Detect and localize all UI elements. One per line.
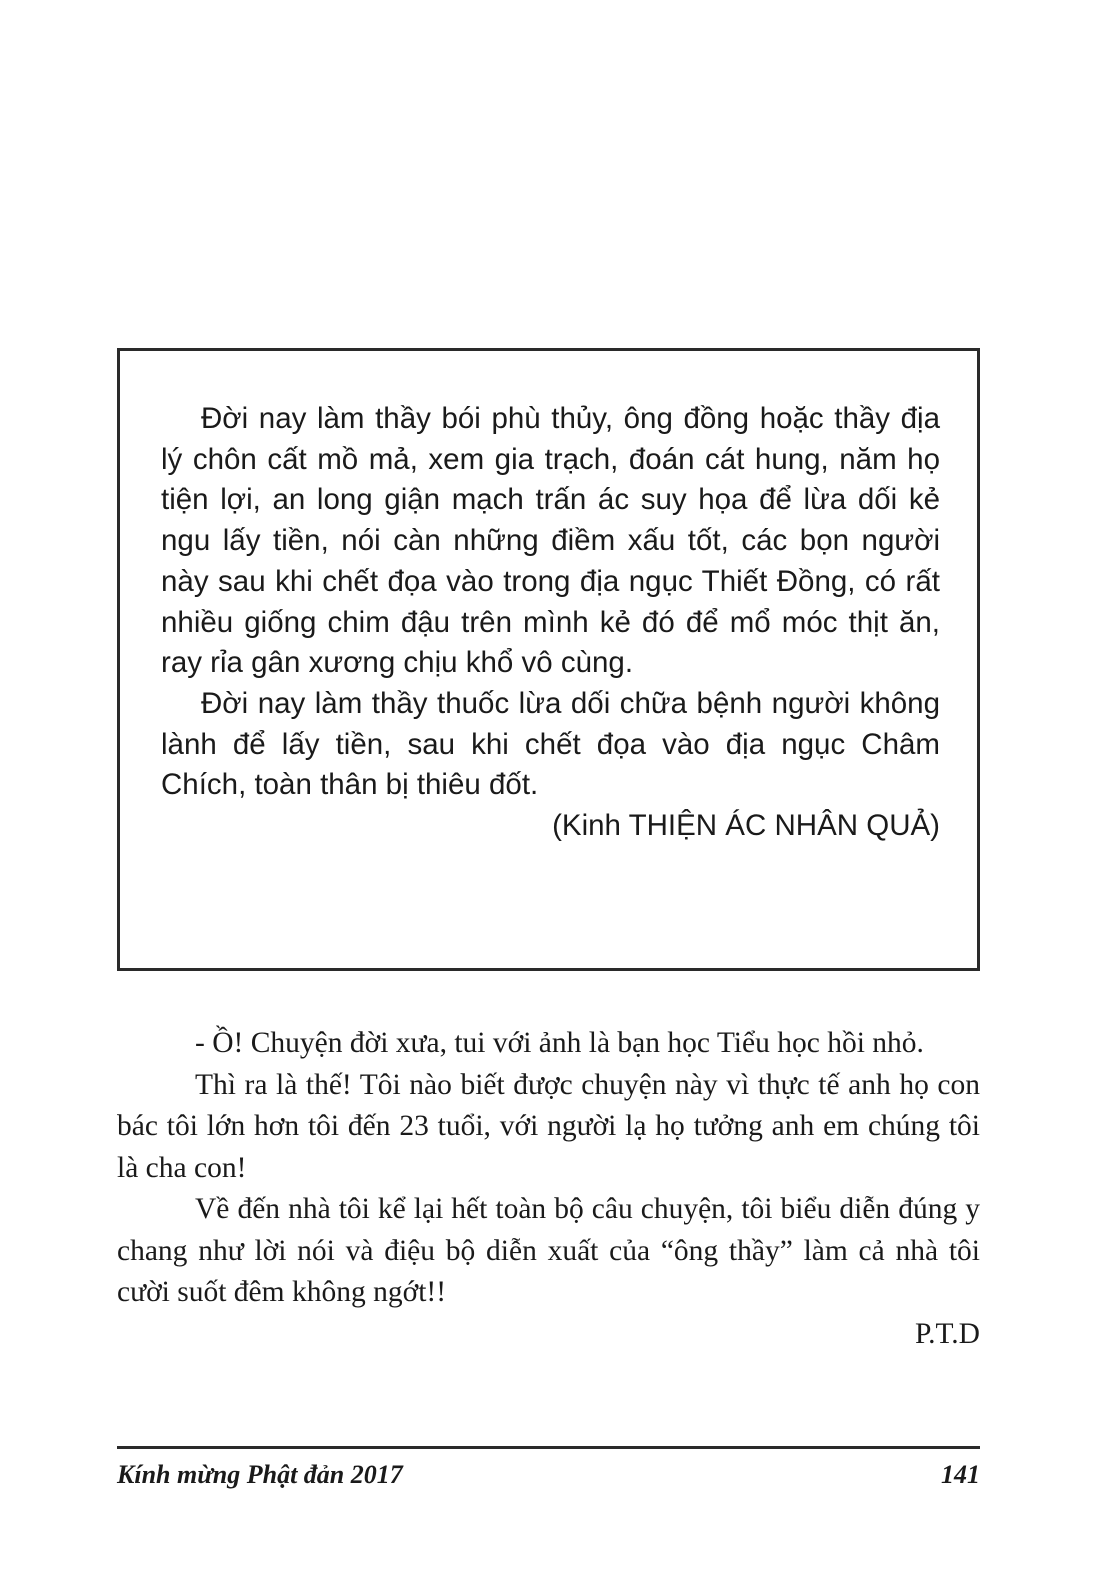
quote-box xyxy=(117,348,980,971)
quote-text xyxy=(161,399,940,847)
footer-divider xyxy=(117,1446,980,1449)
author-signature: P.T.D xyxy=(914,1317,980,1350)
page-number: 141 xyxy=(941,1460,980,1489)
story-paragraph: Thì ra là thế! Tôi nào biết được chuyện này vì thực tế anh họ con bác tôi lớn hơn tôi đến 23 tuổi, với người lạ họ tưởng anh em chúng tôi là cha con! xyxy=(117,1068,980,1184)
story-paragraph: - Ồ! Chuyện đời xưa, tui với ảnh là bạn học Tiểu học hồi nhỏ. xyxy=(195,1027,924,1059)
story-body xyxy=(117,1023,980,1355)
story-paragraph: Về đến nhà tôi kể lại hết toàn bộ câu chuyện, tôi biểu diễn đúng y chang như lời nói và điệu bộ diễn xuất của “ông thầy” làm cả nhà tôi cười suốt đêm không ngớt!! xyxy=(117,1193,980,1308)
quote-paragraph: Đời nay làm thầy thuốc lừa dối chữa bệnh người không lành để lấy tiền, sau khi chết đọa vào địa ngục Châm Chích, toàn thân bị thiêu đốt. xyxy=(161,686,940,802)
quote-source: (Kinh THIỆN ÁC NHÂN QUẢ) xyxy=(552,809,940,843)
quote-paragraph: Đời nay làm thầy bói phù thủy, ông đồng hoặc thầy địa lý chôn cất mồ mả, xem gia trạch, đoán cát hung, năm họ tiện lợi, an long giận mạch trấn ác suy họa để lừa dối kẻ ngu lấy tiền, nói càn những điềm xấu tốt, các bọn người này sau khi chết đọa vào trong địa ngục Thiết Đồng, có rất nhiều giống chim đậu trên mình kẻ đó để mổ móc thịt ăn, ray rỉa gân xương chịu khổ vô cùng. xyxy=(161,402,940,680)
footer-title: Kính mừng Phật đản 2017 xyxy=(117,1460,403,1489)
